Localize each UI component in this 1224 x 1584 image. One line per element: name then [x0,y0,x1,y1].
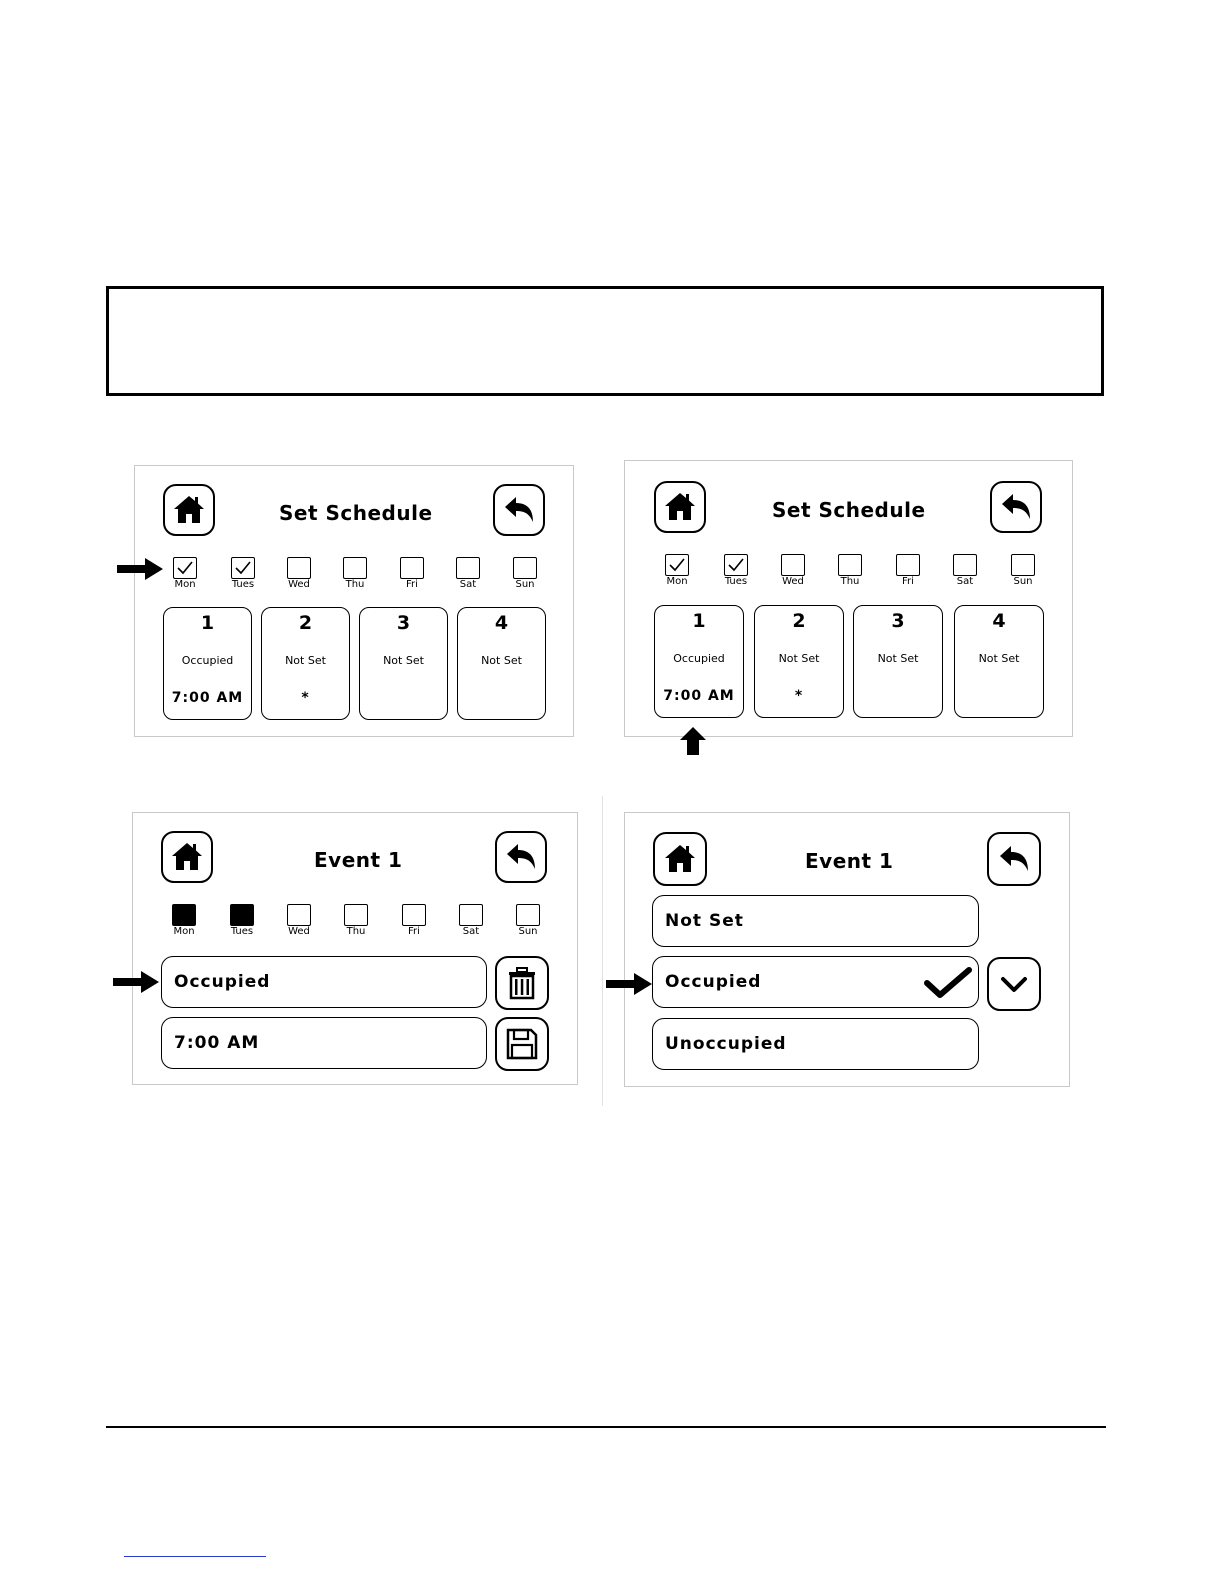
checkmark-icon [668,557,686,573]
event-card-2[interactable] [261,607,350,720]
screen-title: Set Schedule [279,501,433,525]
back-button[interactable] [987,832,1041,886]
day-label: Wed [288,926,310,937]
home-icon [170,840,204,874]
divider [602,796,603,1106]
screen-event-edit [132,812,578,1085]
pointer-arrow-icon [606,973,652,995]
home-button[interactable] [161,831,213,883]
delete-button[interactable] [495,956,549,1010]
day-label: Wed [782,576,804,587]
day-label: Thu [345,579,365,590]
home-icon [663,842,697,876]
day-selector-sat[interactable] [458,904,484,937]
screen-title: Set Schedule [772,498,926,522]
event-status: Not Set [383,654,424,667]
event-status: Not Set [481,654,522,667]
event-number: 4 [992,610,1006,632]
back-button[interactable] [495,831,547,883]
day-checkbox-tues[interactable] [230,557,256,590]
home-icon [663,490,697,524]
event-card-1[interactable] [163,607,252,720]
event-time: 7:00 AM [663,688,735,704]
pointer-arrow-icon [117,558,163,580]
day-checkbox-mon[interactable] [172,557,198,590]
mode-field[interactable]: Occupied [161,956,487,1008]
day-label: Fri [408,926,420,937]
back-arrow-icon [997,842,1031,876]
day-label: Sat [956,576,974,587]
option-not-set[interactable]: Not Set [652,895,979,947]
back-button[interactable] [990,481,1042,533]
option-unoccupied[interactable]: Unoccupied [652,1018,979,1070]
day-label: Sun [515,579,535,590]
checkmark-icon [176,560,194,576]
pointer-arrow-icon [113,971,159,993]
event-time: * [794,688,804,704]
day-selector-mon[interactable] [171,904,197,937]
day-checkbox-thu[interactable] [837,554,863,587]
event-card-1[interactable] [654,605,744,718]
day-label: Mon [666,576,688,587]
day-label: Sat [462,926,480,937]
day-selector-wed[interactable] [286,904,312,937]
day-checkbox-tues[interactable] [723,554,749,587]
event-card-4[interactable] [954,605,1044,718]
header-box [106,286,1104,396]
event-number: 1 [692,610,706,632]
day-checkbox-wed[interactable] [286,557,312,590]
event-status: Occupied [673,652,725,665]
day-selector-sun[interactable] [515,904,541,937]
save-icon [505,1027,539,1061]
day-label: Thu [840,576,860,587]
event-number: 4 [494,612,509,634]
screen-event-mode-select [624,812,1070,1087]
event-number: 3 [891,610,905,632]
home-button[interactable] [653,832,707,886]
event-card-4[interactable] [457,607,546,720]
back-arrow-icon [999,490,1033,524]
event-status: Occupied [181,654,234,667]
footer-rule [106,1426,1106,1428]
event-number: 2 [792,610,806,632]
event-card-3[interactable] [359,607,448,720]
screen-title: Event 1 [805,849,894,873]
screen-set-schedule-1 [134,465,574,737]
day-checkbox-sun[interactable] [512,557,538,590]
day-label: Wed [288,579,310,590]
day-label: Sun [518,926,538,937]
day-label: Sun [1013,576,1033,587]
checkmark-icon [727,557,745,573]
event-time: * [301,690,310,706]
event-number: 3 [396,612,411,634]
back-arrow-icon [502,493,536,527]
back-button[interactable] [493,484,545,536]
event-number: 2 [298,612,313,634]
event-status: Not Set [877,652,919,665]
dropdown-button[interactable] [987,957,1041,1011]
chevron-down-icon [997,967,1031,1001]
day-label: Tues [724,576,748,587]
day-label: Fri [406,579,418,590]
screen-set-schedule-2 [624,460,1073,737]
day-selector-thu[interactable] [343,904,369,937]
day-selector-fri[interactable] [401,904,427,937]
home-button[interactable] [654,481,706,533]
day-checkbox-fri[interactable] [895,554,921,587]
day-label: Tues [230,926,254,937]
event-status: Not Set [285,654,326,667]
option-occupied[interactable] [652,956,979,1008]
day-label: Sat [459,579,477,590]
event-card-3[interactable] [853,605,943,718]
pointer-arrow-icon [680,727,706,755]
day-label: Mon [174,579,196,590]
option-label: Occupied [665,972,762,992]
day-label: Mon [173,926,195,937]
back-arrow-icon [504,840,538,874]
day-selector-tues[interactable] [229,904,255,937]
checkmark-icon [924,967,972,999]
save-button[interactable] [495,1017,549,1071]
event-status: Not Set [978,652,1020,665]
event-card-2[interactable] [754,605,844,718]
day-checkbox-thu[interactable] [342,557,368,590]
checkmark-icon [234,560,252,576]
event-number: 1 [200,612,215,634]
home-button[interactable] [163,484,215,536]
day-label: Thu [346,926,366,937]
day-label: Fri [902,576,914,587]
trash-icon [505,966,539,1000]
event-time: 7:00 AM [171,690,244,706]
day-checkbox-mon[interactable] [664,554,690,587]
home-icon [172,493,206,527]
day-checkbox-wed[interactable] [780,554,806,587]
time-field[interactable]: 7:00 AM [161,1017,487,1069]
event-status: Not Set [778,652,820,665]
day-checkbox-sat[interactable] [952,554,978,587]
day-checkbox-fri[interactable] [399,557,425,590]
footer-link-underline [124,1556,266,1557]
day-label: Tues [231,579,255,590]
day-checkbox-sat[interactable] [455,557,481,590]
screen-title: Event 1 [314,848,403,872]
day-checkbox-sun[interactable] [1010,554,1036,587]
